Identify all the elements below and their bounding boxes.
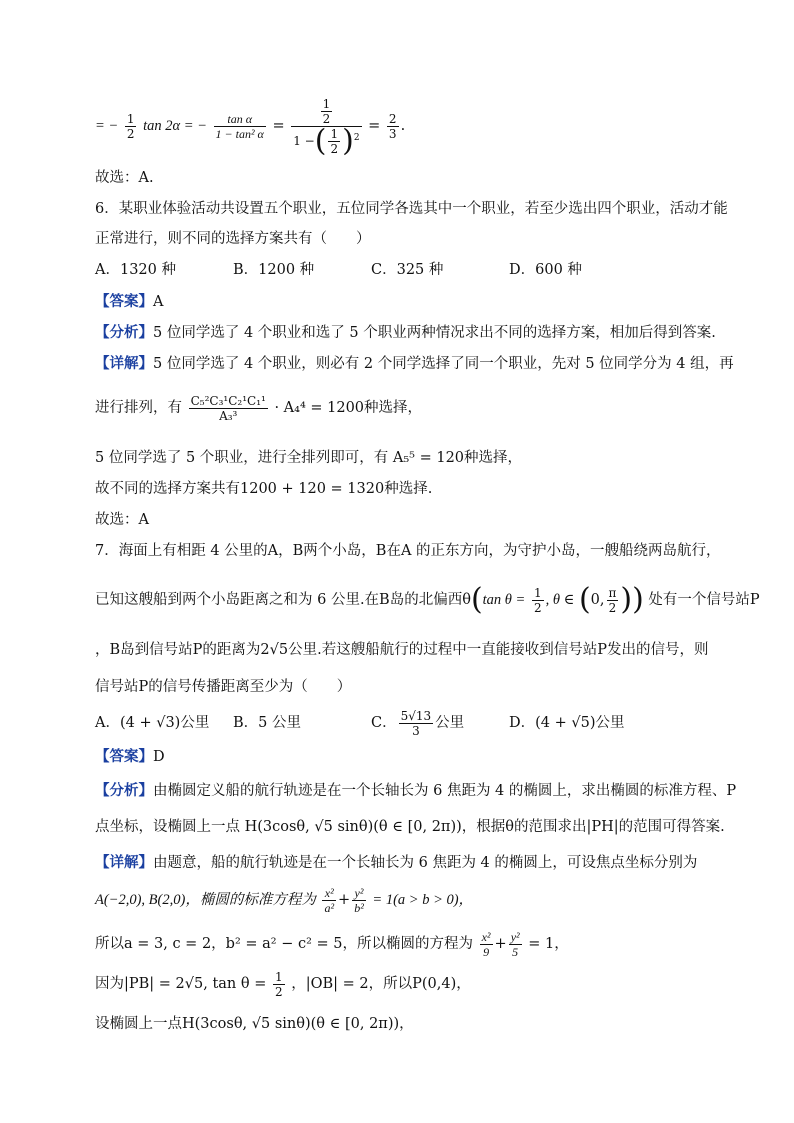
q7-analysis-line1: 【分析】由椭圆定义船的航行轨迹是在一个长轴长为 6 焦距为 4 的椭圆上，求出椭圆的标准方程、P bbox=[95, 783, 737, 799]
top-formula: = − $\frac{1}{2}$ tan 2α = − $\frac{\text{tan α}}{\text{1 − tan² α}}$ = $\frac{1}{2}$ 1 −( $\frac{1}{2}$ )$^2$ = $\frac{2}{3}$ . bbox=[95, 96, 406, 158]
q6-detail-line2: 进行排列，有 $\frac{\text{C₅²C₃¹C₂¹C₁¹}}{\text{A₃³}}$ · A₄⁴ = 1200种选择， bbox=[95, 393, 423, 423]
q6-analysis: 【分析】5 位同学选了 4 个职业和选了 5 个职业两种情况求出不同的选择方案，相加后得到答案. bbox=[95, 325, 716, 341]
q6-detail-line1: 【详解】5 位同学选了 4 个职业，则必有 2 个同学选择了同一个职业，先对 5 位同学分为 4 组，再 bbox=[95, 356, 734, 372]
q7-option-b: B．5 公里 bbox=[233, 715, 301, 731]
q7-stem-line2: 已知这艘船到两个小岛距离之和为 6 公里.在B岛的北偏西θ(tan θ = $\frac{1}{2}$ , θ ∈ (0, $\frac{\pi}{2}$ )) 处有一个信号站P bbox=[95, 582, 760, 617]
q6-choice: 故选：A bbox=[95, 512, 149, 528]
q5-choice: 故选：A. bbox=[95, 170, 154, 186]
q6-stem-line1: 6．某职业体验活动共设置五个职业，五位同学各选其中一个职业，若至少选出四个职业，活动才能 bbox=[95, 201, 728, 217]
q7-analysis-line2: 点坐标，设椭圆上一点 H(3cosθ, √5 sinθ)(θ ∈ [0, 2π))，根据θ的范围求出|PH|的范围可得答案. bbox=[95, 819, 725, 835]
q7-option-c: C． $\frac{5√13}{3}$ 公里 bbox=[371, 708, 465, 738]
fraction-compound: $\frac{1}{2}$ 1 −( $\frac{1}{2}$ )$^2$ bbox=[293, 96, 360, 158]
q7-detail-line2: A(−2,0), B(2,0)，椭圆的标准方程为 $\frac{\text{x²}}{\text{a²}}$ + $\frac{\text{y²}}{\text{b²}}$ = 1(a > b > 0)， bbox=[95, 885, 474, 915]
q6-detail-line3: 5 位同学选了 5 个职业，进行全排列即可，有 A₅⁵ = 120种选择， bbox=[95, 450, 523, 466]
q6-answer: 【答案】A bbox=[95, 294, 164, 310]
fraction-result: $\frac{2}{3}$ bbox=[388, 111, 397, 141]
q7-detail-line1: 【详解】由题意，船的航行轨迹是在一个长轴长为 6 焦距为 4 的椭圆上，可设焦点坐标分别为 bbox=[95, 855, 698, 871]
q7-option-a: A．(4 + √3)公里 bbox=[95, 715, 210, 731]
q7-stem-line1: 7．海面上有相距 4 公里的A，B两个小岛，B在A 的正东方向，为守护小岛，一艘船绕两岛航行， bbox=[95, 543, 721, 559]
q6-option-d: D．600 种 bbox=[509, 262, 582, 278]
q7-detail-line5: 设椭圆上一点H(3cosθ, √5 sinθ)(θ ∈ [0, 2π))， bbox=[95, 1016, 414, 1032]
q7-option-d: D．(4 + √5)公里 bbox=[509, 715, 625, 731]
q6-option-a: A．1320 种 bbox=[95, 262, 176, 278]
fraction-tan: $\frac{\text{tan α}}{\text{1 − tan² α}}$ bbox=[215, 111, 264, 141]
q6-option-b: B．1200 种 bbox=[233, 262, 315, 278]
q7-detail-line4: 因为|PB| = 2√5, tan θ = $\frac{1}{2}$ ，|OB| = 2，所以P(0,4)， bbox=[95, 969, 471, 999]
q7-answer: 【答案】D bbox=[95, 749, 165, 765]
q7-stem-line4: 信号站P的信号传播距离至少为（ ） bbox=[95, 679, 352, 695]
q7-stem-line3: ，B岛到信号站P的距离为2√5公里.若这艘船航行的过程中一直能接收到信号站P发出的信号，则 bbox=[95, 642, 709, 658]
q6-option-c: C．325 种 bbox=[371, 262, 444, 278]
q7-options bbox=[95, 707, 625, 739]
fraction-half: $\frac{1}{2}$ bbox=[126, 111, 135, 141]
q6-options bbox=[95, 260, 582, 280]
q6-detail-line4: 故不同的选择方案共有1200 + 120 = 1320种选择. bbox=[95, 481, 433, 497]
q7-detail-line3: 所以a = 3, c = 2，b² = a² − c² = 5，所以椭圆的方程为 $\frac{\text{x²}}{9}$ + $\frac{\text{y²}}{5}$ = 1， bbox=[95, 929, 569, 959]
q6-stem-line2: 正常进行，则不同的选择方案共有（ ） bbox=[95, 231, 371, 247]
